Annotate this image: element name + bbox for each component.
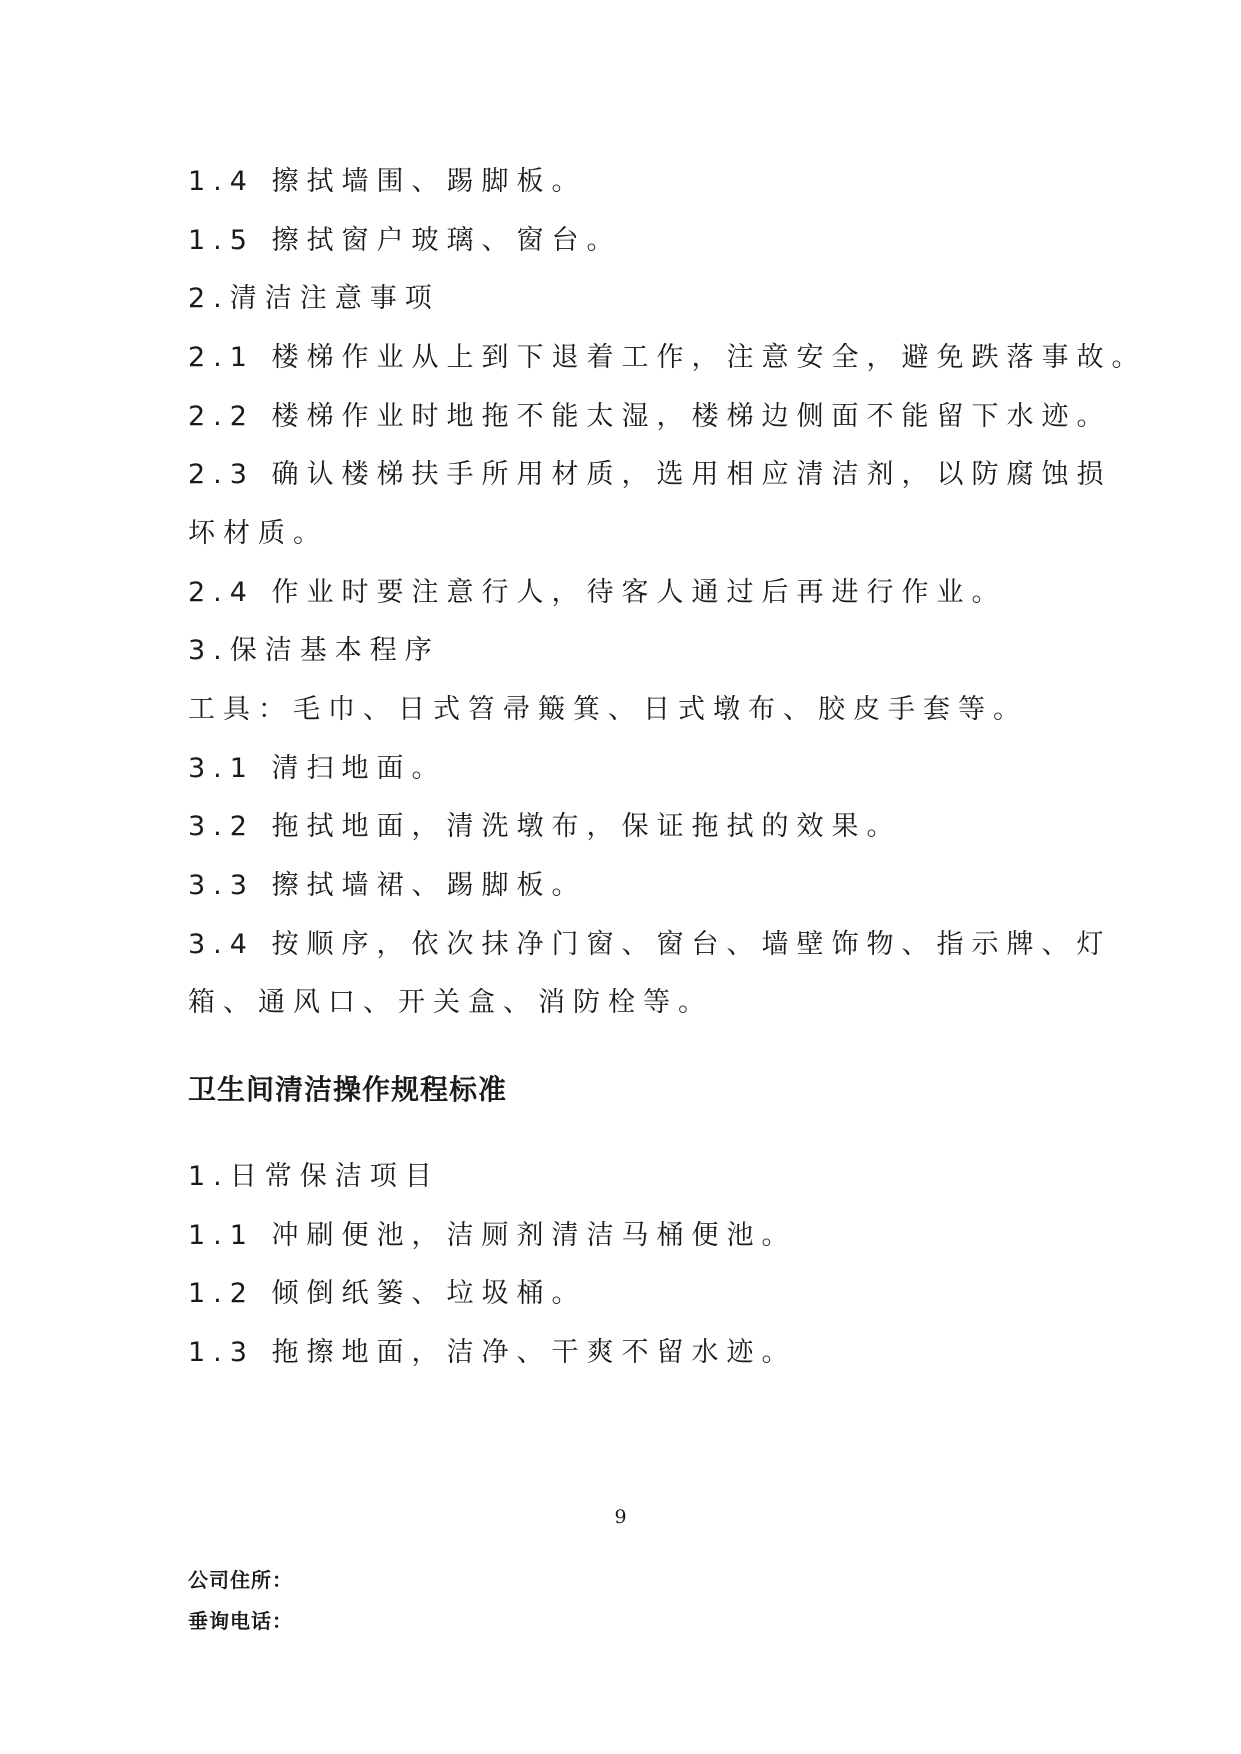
footer-address-label: 公司住所：	[188, 1568, 293, 1592]
body-line-2-4: 2.4 作业时要注意行人，待客人通过后再进行作业。	[188, 577, 1007, 608]
body-line-3-4-cont: 箱、通风口、开关盒、消防栓等。	[188, 987, 713, 1018]
body-line-section-2: 2.清洁注意事项	[188, 283, 440, 314]
body-line-3-4: 3.4 按顺序，依次抹净门窗、窗台、墙壁饰物、指示牌、灯	[188, 929, 1112, 960]
body-line-2-3: 2.3 确认楼梯扶手所用材质，选用相应清洁剂，以防腐蚀损	[188, 459, 1112, 490]
page-number: 9	[614, 1506, 627, 1528]
body-line-3-2: 3.2 拖拭地面，清洗墩布，保证拖拭的效果。	[188, 811, 902, 842]
footer-phone-label: 垂询电话：	[188, 1609, 293, 1633]
section-line-1-2: 1.2 倾倒纸篓、垃圾桶。	[188, 1278, 587, 1309]
body-line-2-1: 2.1 楼梯作业从上到下退着工作，注意安全，避免跌落事故。	[188, 342, 1147, 373]
body-line-3-3: 3.3 擦拭墙裙、踢脚板。	[188, 870, 587, 901]
body-line-tools: 工具：毛巾、日式笤帚簸箕、日式墩布、胶皮手套等。	[188, 694, 1028, 725]
body-line-2-3-cont: 坏材质。	[188, 518, 328, 549]
section-heading: 卫生间清洁操作规程标准	[188, 1073, 508, 1106]
section-line-1-3: 1.3 拖擦地面，洁净、干爽不留水迹。	[188, 1337, 797, 1368]
body-line-section-3: 3.保洁基本程序	[188, 635, 440, 666]
body-line-3-1: 3.1 清扫地面。	[188, 753, 447, 784]
section-line-1: 1.日常保洁项目	[188, 1161, 440, 1192]
body-line-1-4: 1.4 擦拭墙围、踢脚板。	[188, 166, 587, 197]
body-line-1-5: 1.5 擦拭窗户玻璃、窗台。	[188, 225, 622, 256]
section-line-1-1: 1.1 冲刷便池，洁厕剂清洁马桶便池。	[188, 1220, 797, 1251]
body-line-2-2: 2.2 楼梯作业时地拖不能太湿，楼梯边侧面不能留下水迹。	[188, 401, 1112, 432]
